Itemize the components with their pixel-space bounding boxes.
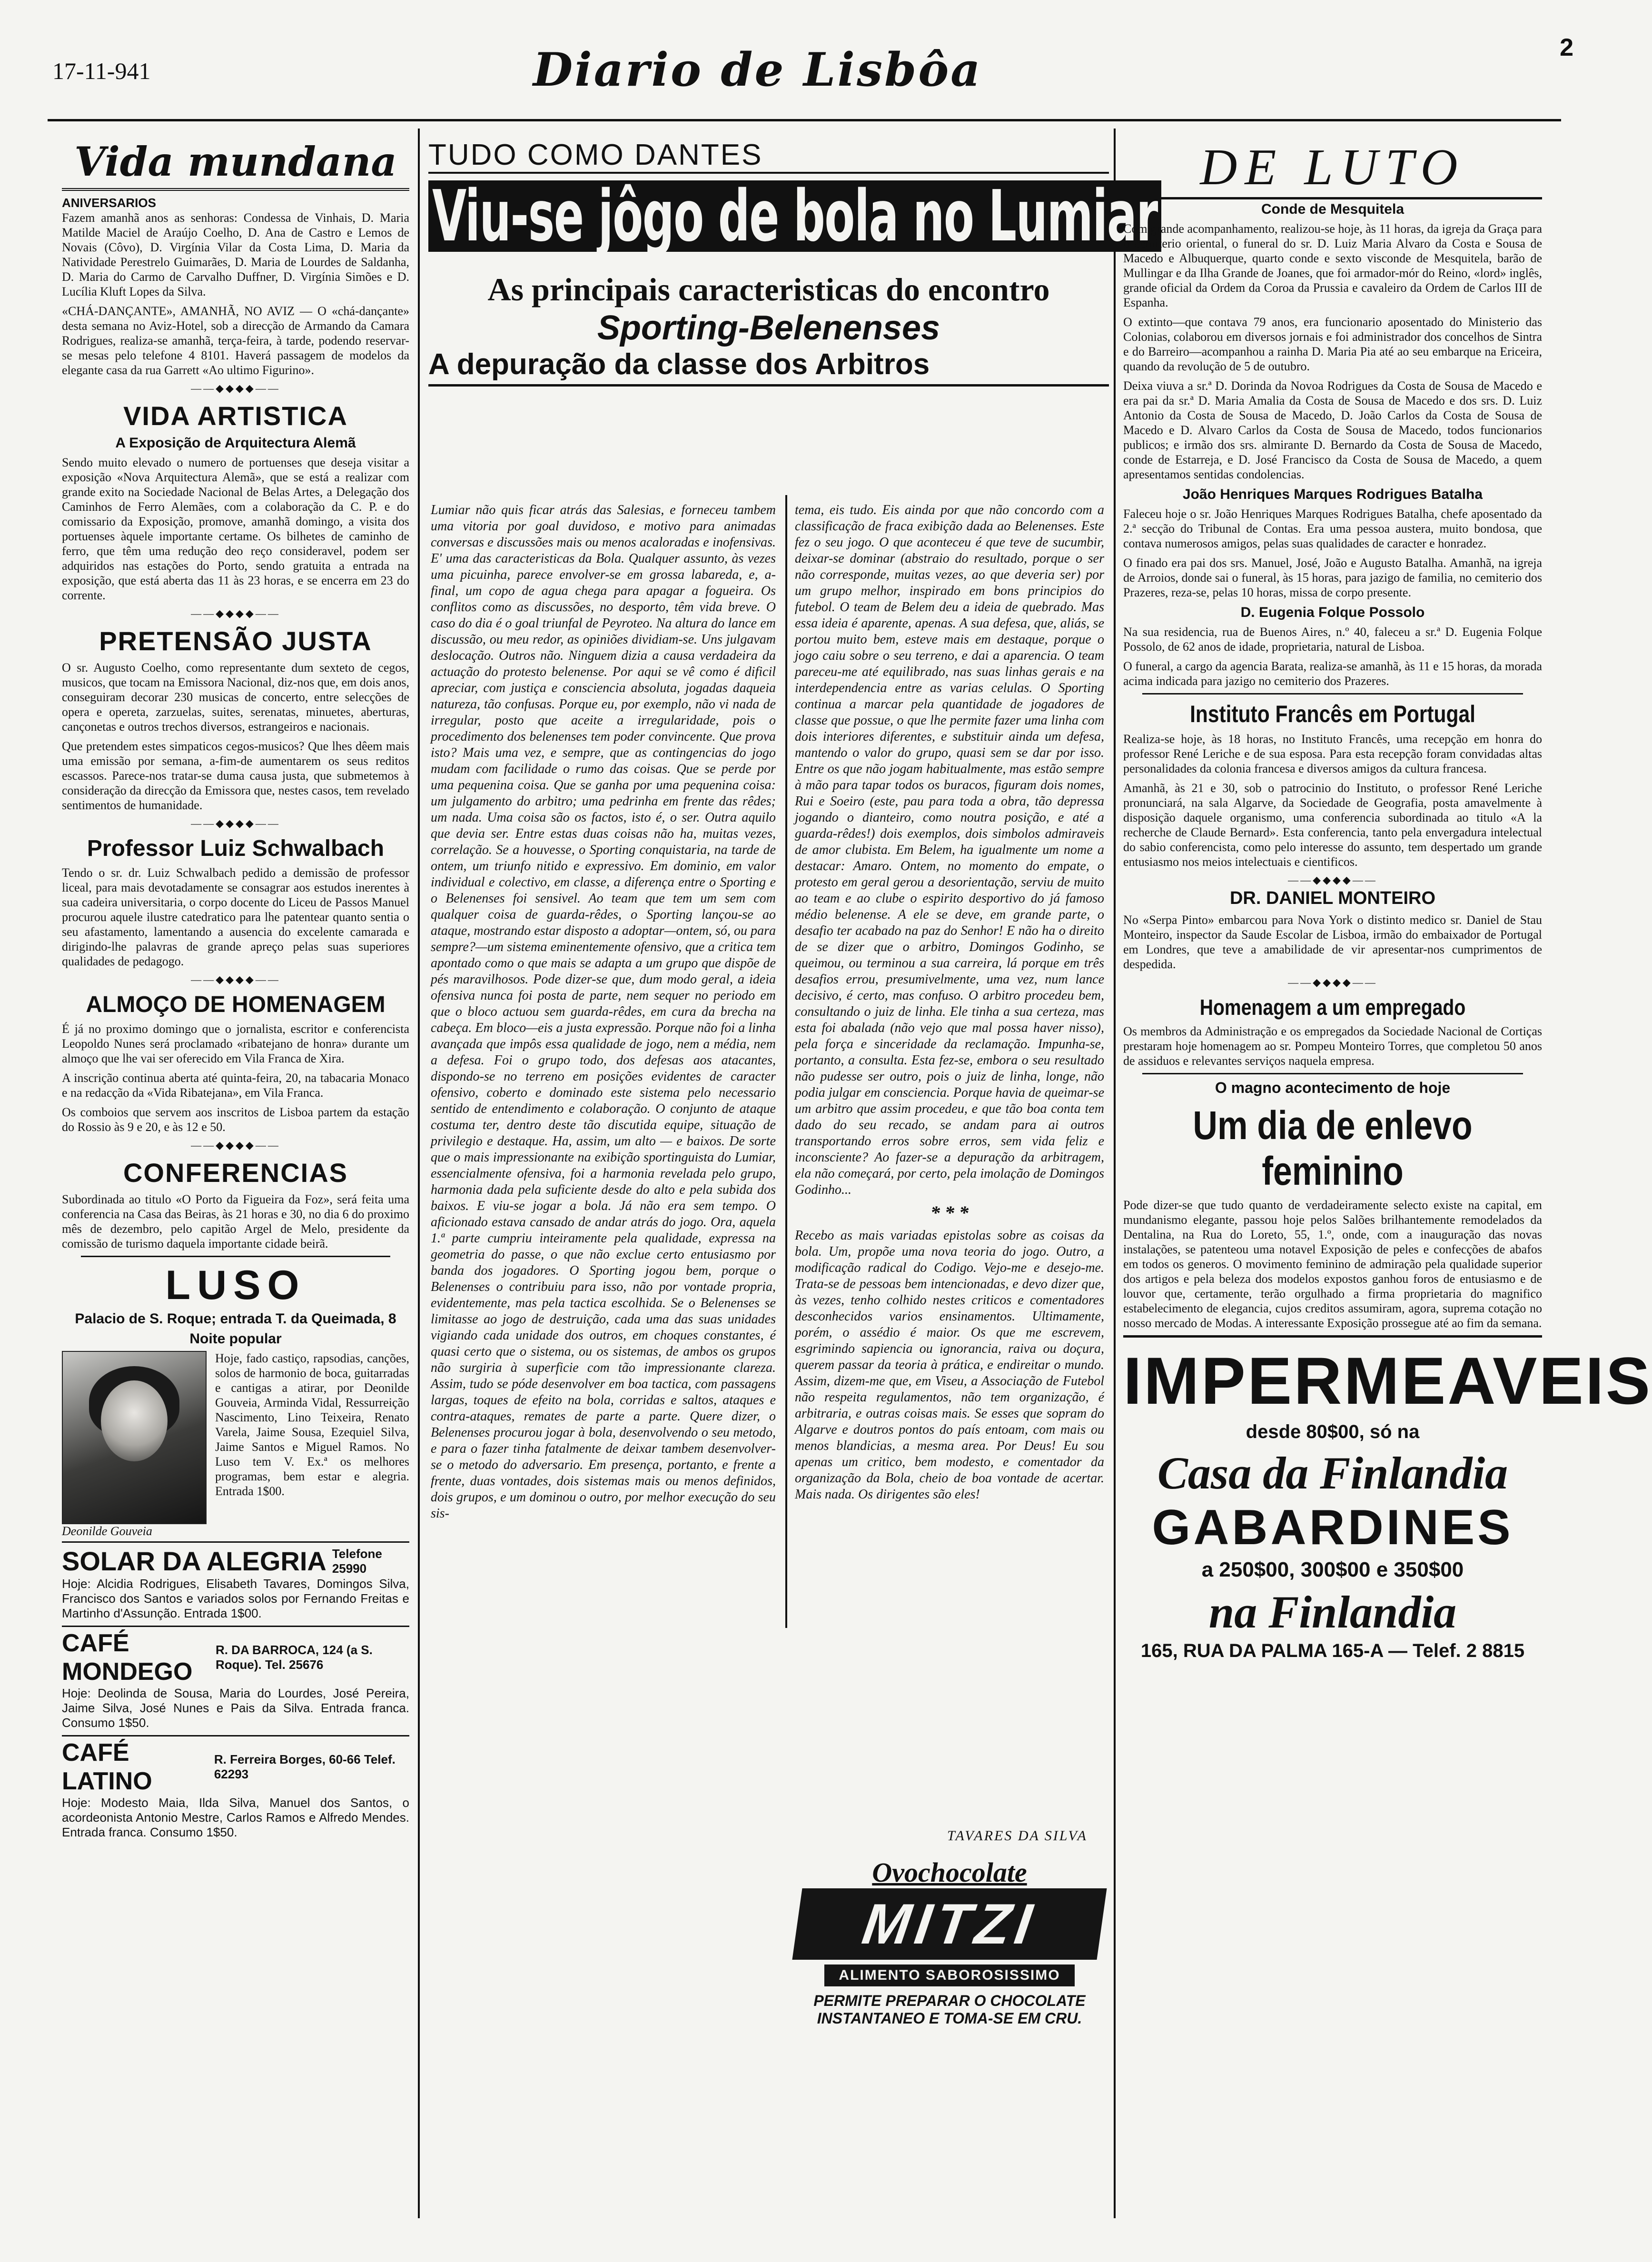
- kicker: TUDO COMO DANTES: [428, 138, 1109, 174]
- luto-heading-3: D. Eugenia Folque Possolo: [1240, 605, 1425, 620]
- pretensao-text-1: O sr. Augusto Coelho, como representante dum sexteto de cegos, musicos, que tocam na Emissora Nacional, diz-nos que, em dois anos, conseguiram decorar 230 musicas de concerto, entre selecções de opera e opereta, zarzuelas, suites, serenatas, minuetes, aberturas, cançonetas e outros trechos diversos, estrangeiros e nacionais.: [62, 661, 409, 734]
- article-column-1: [431, 502, 776, 2216]
- mitzi-brand-top: Ovochocolate: [872, 1857, 1027, 1888]
- latino-title: CAFÉ LATINO: [62, 1739, 152, 1795]
- almoco-text-3: Os comboios que servem aos inscritos de Lisboa partem da estação do Rossio às 9 e 20, e às 12 e 50.: [62, 1105, 409, 1134]
- deonilde-photo: [62, 1351, 207, 1524]
- right-column: [1123, 138, 1652, 2218]
- luto-text-3a: Na sua residencia, rua de Buenos Aires, n.º 40, faleceu a sr.ª D. Eugenia Folque Possolo, de 62 anos de idade, proprietaria, natural de Lisboa.: [1123, 625, 1542, 654]
- issue-date: 17-11-941: [52, 58, 151, 84]
- column-divider: [1114, 129, 1116, 2218]
- newspaper-title: Diario de Lisbôa: [533, 43, 982, 97]
- instituto-text-2: Amanhã, às 21 e 30, sob o patrocinio do Instituto, o professor René Leriche pronunciará, na sala Algarve, da Sociedade de Geografia, posta amavelmente à disposição daquele organismo, uma conferencia subordinada ao titulo «A la recherche de Claude Bernard». Esta conferencia, tanto pela envergadura intelectual do sabio conferencista, como pelo interesse do assunto, tem despertado um grande entusiasmo nos meios intelectuais e cientificos.: [1123, 781, 1542, 869]
- luto-text-1c: Deixa viuva a sr.ª D. Dorinda da Novoa Rodrigues da Costa de Sousa de Macedo e era pai da sr.ª D. Maria Amalia da Costa de Sousa de Macedo e dos srs. D. Luiz Antonio da Costa de Sousa de Macedo, D. João Carlos da Costa de Sousa de Macedo e D. Alvaro Carlos da Costa de Sousa de Macedo, todos funcionarios publicos; e irmão dos srs. almirante D. Bernardo da Costa de Sousa de Macedo, conde de Estarreja, e D. José Francisco da Costa de Sousa de Macedo, a quem apresentamos sentidas condolencias.: [1123, 379, 1542, 481]
- ornament-divider: ——◆◆◆◆——: [1288, 874, 1377, 886]
- headline-rule: [428, 384, 1109, 387]
- section-rule: [81, 1256, 390, 1257]
- impermeaveis-price: desde 80$00, só na: [1246, 1421, 1420, 1442]
- luso-address: Palacio de S. Roque; entrada T. da Queimada, 8: [75, 1311, 396, 1327]
- luto-heading-1: Conde de Mesquitela: [1261, 201, 1405, 217]
- vida-mundana-title: Vida mundana: [62, 138, 409, 191]
- ornament-divider: ——◆◆◆◆——: [191, 1139, 280, 1151]
- luso-title: LUSO: [165, 1262, 306, 1308]
- photo-caption: Deonilde Gouveia: [62, 1524, 152, 1538]
- gabardines-prices: a 250$00, 300$00 e 350$00: [1201, 1558, 1464, 1581]
- stars-separator: * * *: [930, 1202, 969, 1223]
- vida-artistica-text: Sendo muito elevado o numero de portuenses que deseja visitar a exposição «Nova Arquitectura Alemã», que se está a realizar com grande exito na Sociedade Nacional de Belas Artes, a Delegação dos Caminhos de Ferro Alemães, com a colaboração da C. P. e do comissario da Exposição, promove, amanhã domingo, a visita dos portuenses àquele importante certame. Os bilhetes de caminho de ferro, que têm uma redução deo reço consideravel, podem ser adquiridos nas estações do Porto, sendo gratuita a entrada na exposição, que está aberta das 11 às 23 horas, e se encerra em 23 do corrente.: [62, 456, 409, 602]
- enlevo-kicker: O magno acontecimento de hoje: [1215, 1079, 1451, 1096]
- aniversarios-text: Fazem amanhã anos as senhoras: Condessa de Vinhais, D. Maria Matilde Maciel de Araújo Coelho, D. Ana de Castro e Lemos de Novais (Côvo), D. Virgínia Vilar da Costa Lima, D. Maria da Natividade Perestrelo Guimarães, D. Maria de Lourdes de Saldanha, D. Maria do Carmo de Carvalho Duffner, D. Virgínia Simões e D. Lucília Kluft Lopes da Silva.: [62, 211, 409, 298]
- luso-noite: Noite popular: [189, 1331, 282, 1347]
- solar-text: Hoje: Alcidia Rodrigues, Elisabeth Tavares, Domingos Silva, Francisco dos Santos e variados solos por Fernando Freitas e Martinho d'Assunção. Entrada 1$00.: [62, 1577, 409, 1620]
- store-name-1: Casa da Finlandia: [1157, 1448, 1508, 1498]
- main-headline-block: [428, 138, 1157, 387]
- deck-2: Sporting-Belenenses: [597, 309, 940, 347]
- column-divider: [785, 495, 787, 1628]
- section-rule: [1142, 1073, 1523, 1074]
- mitzi-brand: MITZI: [858, 1892, 1041, 1956]
- luto-text-2b: O finado era pai dos srs. Manuel, José, João e Augusto Batalha. Amanhã, na igreja de Arroios, donde sai o funeral, às 15 horas, para jazigo de familia, no cemiterio dos Prazeres, reza-se, pelas 10 horas, missa de corpo presente.: [1123, 556, 1542, 599]
- left-column: [62, 138, 409, 2218]
- almoco-title: ALMOÇO DE HOMENAGEM: [86, 992, 386, 1017]
- solar-phone: Telefone 25990: [332, 1546, 382, 1576]
- article-text-col2: tema, eis tudo. Eis ainda por que não concordo com a classificação de fraca exibição dada ao Belenenses. Este fez o seu jogo. O que aconteceu é que teve de sucumbir, deixar-se dominar (abstraio do resultado, porque o ser não corresponde, muitas vezes, ao que deveria ser) por um grupo melhor, inspirado em bons principios do futebol. O team de Belem deu a ideia de quebrado. Mas essa ideia é aparente, apenas. A sua defesa, que, aliás, se portou muito bem, esteve mais em destaque, porque o jogo caiu sobre o seu terreno, e dai a aparencia. O team pareceu-me até equilibrado, nas suas linhas gerais e na interdependencia entre as varias celulas. O Sporting continua a marcar pela quantidade de jogadores de classe que possue, o que lhe permite fazer uma linha com dois interiores diferentes, e substituir ainda um defesa, mantendo o valor do grupo, quasi sem se dar por isso. Entre os que não jogam habitualmente, mas estão sempre à mão para tapar todos os buracos, figuram dois nomes, Rui e Soeiro (este, pau para toda a obra, tão depressa jogando o dianteiro, como noutra posição, e até a guarda-rêdes!) dois exemplos, dois simbolos admiraveis de amor clubista. Em Belem, ha igualmente um nome a destacar: Amaro. Ontem, no momento do empate, o protesto em geral gerou a desorientação, serviu de muito ao team e ao clube o espirito desportivo do já famoso médio belenense. A ele se deve, em grande parte, o desafio ter acabado na paz do Senhor! E não ha o direito de se dizer que o arbitro, Domingos Godinho, se queimou, ou terminou a sua carreira, lá porque em três desafios errou, presumivelmente, uma vez, num lance decisivo, é certo, mas confuso. O arbitro procedeu bem, consultando o juiz de linha. Ele tinha a sua certeza, mas esta foi abalada (não vejo que mal possa haver nisso), pela força e sinceridade da reclamação. Impunha-se, portanto, a consulta. Esta fez-se, embora o seu resultado não pudesse ser outro, pois o juiz de linha, longe, não podia julgar em consciencia. Porque havia de queimar-se um arbitro que assim procedeu, e que tão boa conta tem dado do seu recado, se andam para ai outros transportando erros sobre erros, sem vida feliz e inconsciente? Ao fazer-se a depuração da arbitragem, ela não começará, por certo, pela imolação de Domingos Godinho...: [795, 503, 1104, 1197]
- section-rule: [62, 1735, 409, 1736]
- instituto-text-1: Realiza-se hoje, às 18 horas, no Instituto Francês, uma recepção em honra do professor René Leriche e de sua esposa. Para esta recepção foram convidadas altas personalidades da colonia francesa e diversos amigos da cultura francesa.: [1123, 732, 1542, 775]
- de-luto-title: DE LUTO: [1123, 138, 1542, 199]
- page-number: 2: [1560, 34, 1573, 61]
- deck-3: A depuração da classe dos Arbitros: [428, 348, 930, 381]
- luto-text-1b: O extinto—que contava 79 anos, era funcionario aposentado do Ministerio das Colonias, colaborou em diversos jornais e foi administrador dos concelhos de Sintra e do Barreiro—acompanhou a rainha D. Maria Pia até ao seu embarque na Ericeira, quando da revolução de 5 de outubro.: [1123, 315, 1542, 373]
- enlevo-text: Pode dizer-se que tudo quanto de verdadeiramente selecto existe na capital, em mundanismo elegante, passou hoje pelos Salões brilhantemente remodelados da Dentalina, na Rua do Loreto, 55, 1.º, onde, com a inauguração das novas instalações, se patenteou uma notavel Exposição de peles e confecções de abafos em todos os generos. O movimento feminino de admiração pela qualidade superior dos artigos e pela beleza dos modelos expostos ganhou foros de entusiasmo e de louvor que, certamente, terão orgulhado a firma proprietaria do magnifico estabelecimento de elegancia, cujos creditos assumiram, agora, suprema cotação no nosso mercado de Modas. A interessante Exposição prossegue até ao fim da semana.: [1123, 1198, 1542, 1330]
- store-address: 165, RUA DA PALMA 165-A — Telef. 2 8815: [1140, 1640, 1525, 1661]
- store-name-2: na Finlandia: [1208, 1587, 1457, 1637]
- section-rule: [1142, 693, 1523, 694]
- latino-text: Hoje: Modesto Maia, Ilda Silva, Manuel dos Santos, o acordeonista Antonio Mestre, Carlos Ramos e Alfredo Mendes. Entrada franca. Consumo 1$50.: [62, 1796, 409, 1839]
- luto-text-3b: O funeral, a cargo da agencia Barata, realiza-se amanhã, às 11 e 15 horas, da morada acima indicada para jazigo no cemiterio dos Prazeres.: [1123, 659, 1542, 688]
- homenagem-text: Os membros da Administração e os empregados da Sociedade Nacional de Cortiças prestaram hoje homenagem ao sr. Pompeu Monteiro Torres, que completou 50 anos de assiduos e relevantes serviços naquela empresa.: [1123, 1024, 1542, 1068]
- vida-artistica-title: VIDA ARTISTICA: [123, 401, 348, 431]
- gabardines-title: GABARDINES: [1152, 1500, 1514, 1555]
- article-column-2: [795, 502, 1104, 1616]
- section-rule: [62, 1626, 409, 1627]
- ornament-divider: ——◆◆◆◆——: [191, 973, 280, 985]
- conferencias-title: CONFERENCIAS: [123, 1158, 348, 1188]
- solar-title: SOLAR DA ALEGRIA: [62, 1546, 326, 1576]
- luto-text-1a: Com grande acompanhamento, realizou-se hoje, às 11 horas, da igreja da Graça para o cemiterio oriental, o funeral do sr. D. Luiz Maria Alvaro da Costa e Sousa de Macedo e Albuquerque, quarto conde e sexto visconde de Mesquitela, barão de Mullingar e da Ilha Grande de Joanes, que foi armador-mór do Reino, «lord» inglês, grande oficial da Ordem da Coroa da Prussia e cavaleiro da Ordem de Carlos III de Espanha.: [1123, 222, 1542, 309]
- schwalbach-text: Tendo o sr. dr. Luiz Schwalbach pedido a demissão de professor liceal, para mais devotadamente se consagrar aos estudos inerentes à sua cadeira universitaria, o corpo docente do Liceu de Passos Manuel procurou aquele ilustre catedratico para lhe patentear quanto sentia o seu afastamento, lamentando a ausencia do excelente camarada e dirigindo-lhe palavras de grande apreço pelas suas superiores qualidades de pedagogo.: [62, 866, 409, 968]
- monteiro-text: No «Serpa Pinto» embarcou para Nova York o distinto medico sr. Daniel de Stau Monteiro, inspector da Saude Escolar de Lisboa, irmão do embaixador de Portugal em Londres, que teve a amabilidade de vir apresentar-nos cumprimentos de despedida.: [1123, 913, 1542, 971]
- almoco-text-1: É já no proximo domingo que o jornalista, escritor e conferencista Leopoldo Nunes será proclamado «ribatejano de honra» durante um almoço que lhe vai ser oferecido em Vila Franca de Xira.: [62, 1022, 409, 1065]
- mitzi-line-1: PERMITE PREPARAR O CHOCOLATE: [813, 1992, 1086, 2009]
- mitzi-tagline: ALIMENTO SABOROSISSIMO: [824, 1964, 1074, 1986]
- luto-heading-2: João Henriques Marques Rodrigues Batalha: [1182, 486, 1483, 502]
- deck-1: As principais caracteristicas do encontro: [487, 271, 1050, 308]
- article-text-col2b: Recebo as mais variadas epistolas sobre as coisas da bola. Um, propõe uma nova teoria do jogo. Outro, a modificação radical do Codigo. Vejo-me e desejo-me. Trata-se de pessoas bem intencionadas, e devo dizer que, às vezes, tenho colhido nestes criticos e comentadores desconhecidos varios ensinamentos. Ultimamente, porém, o assédio é maior. Os que me escrevem, esgrimindo sapiencia ou ignorancia, raiva ou doçura, querem passar da teoria à prática, e endireitar o mundo. Assim, dizem-me que, em Viseu, a Associação de Futebol não respeita regulamentos, não tem organização, é arbitraria, e outras coisas mais. Se esses que sopram do Algarve e doutros pontos do país entoam, com mais ou menos blandicias, a mesma area. Por Deus! Eu sou apenas um critico, bem modesto, e comentador da organização da Bola, cheio de boa vontade de acertar. Mais nada. Os dirigentes são eles!: [795, 1228, 1104, 1502]
- luso-text: Hoje, fado castiço, rapsodias, canções, solos de harmonio de boca, guitarradas e cantigas a atirar, por Deonilde Gouveia, Arminda Vidal, Ressurreição Nascimento, Lino Teixeira, Renato Varela, Jaime Sousa, Ezequiel Silva, Jaime Santos e Miguel Ramos. No Luso tem V. Ex.ª os melhores programas, bem estar e alegria. Entrada 1$00.: [215, 1351, 409, 1498]
- mitzi-ad: [790, 1856, 1109, 2080]
- column-divider: [418, 129, 420, 2218]
- mondego-address: R. DA BARROCA, 124 (a S. Roque). Tel. 25676: [215, 1643, 373, 1672]
- mondego-text: Hoje: Deolinda de Sousa, Maria do Lourdes, José Pereira, Jaime Silva, José Nunes e Pais da Silva. Entrada franca. Consumo 1$50.: [62, 1686, 409, 1730]
- pretensao-title: PRETENSÃO JUSTA: [99, 626, 372, 656]
- ornament-divider: ——◆◆◆◆——: [191, 817, 280, 829]
- aniversarios-label: ANIVERSARIOS: [62, 196, 156, 210]
- section-rule: [62, 1541, 409, 1543]
- homenagem-title: Homenagem a um empregado: [1199, 995, 1466, 1020]
- masthead-rule: [48, 119, 1561, 121]
- instituto-title: Instituto Francês em Portugal: [1190, 701, 1475, 727]
- signature-visible: TAVARES DA SILVA: [947, 1828, 1088, 1844]
- ornament-divider: ——◆◆◆◆——: [1288, 976, 1377, 988]
- conferencias-text: Subordinada ao titulo «O Porto da Figueira da Foz», será feita uma conferencia na Casa das Beiras, às 21 horas e 30, no dia 6 do proximo mês de dezembro, pelo capitão Argel de Melo, presidente da comissão de turismo daquela importante cidade beirã.: [62, 1192, 409, 1250]
- main-headline: Viu-se jôgo de bola no Lumiar: [428, 180, 1161, 252]
- almoco-text-2: A inscrição continua aberta até quinta-feira, 20, na tabacaria Monaco e na redacção da «Vida Ribatejana», em Vila Franca.: [62, 1071, 409, 1100]
- article-text-col1: Lumiar não quis ficar atrás das Salesias, e forneceu tambem uma vitoria por goal duvidoso, e motivo para animadas conversas e discussões mais ou menos acaloradas e inofensivas. E' uma das caracteristicas da Bola. Qualquer assunto, às vezes uma picuinha, parece envolver-se em grossa labareda, e, a-final, um copo de agua chega para apagar a fogueira. Os conflitos como as discussões, no desporto, têm vida breve. O caso do dia é o goal triunfal de Peyroteo. Na altura do lance em discussão, ou meu redor, as opiniões dividiam-se. Uns julgavam deslocação. Outros não. Ninguem dizia a causa verdadeira da actuação do protesto belenense. Por aqui se vê como é dificil apreciar, com justiça e consciencia absoluta, jogadas daqueia natureza, tão confusas. Porque eu, por exemplo, não vi nada de irregular, posto que aceite a irregularidade, pois o procedimento dos belenenses tem poder convincente. Que prova isto? Mais uma vez, e sempre, que as contingencias do jogo mudam com facilidade o rumo das coisas. Que se perde por uma pequenina coisa. Que se ganha por uma pequenina coisa: um julgamento do arbitro; uma pedrinha em frente das rêdes; um nada. Uma coisa são os factos, isto é, o ser. Outra aquilo que devia ser. Entre estas duas coisas não ha, muitas vezes, correlação. Se a houvesse, o Sporting conquistaria, na tarde de ontem, um triunfo nitido e expressivo. Em dominio, em valor individual e colectivo, em classe, a diferença entre o Sporting e o Belenenses foi sensivel. Ao team que tem um sem com qualquer coisa de guarda-rêdes, o Sporting lançou-se ao ataque, mostrando estar disposto a adoptar—ontem, só, ou para sempre?—um sistema eminentemente ofensivo, que a critica tem apontado como o que mais se adapta a um grupo que dispõe de pés maravilhosos. Pode dizer-se que, dum modo geral, a ideia ofensiva nunca foi posta de parte, nem sequer no periodo em que o bloco actuou sem guarda-rêdes, em cura da brecha na cabeça. Em bloco—eis a justa expressão. Porque não foi a linha avançada que impôs essa qualidade de jogo, nem a média, nem a defesa. Foi o grupo todo, dos defesas aos atacantes, dispondo-se no terreno em posições evidentes de caracter ofensivo, coberto e dominado este sistema pelo necessario sentido de entendimento e colaboração. O conjunto de ataque costuma ter, dentro deste tão discutida equipe, situação de privilegio e destaque. Ha, assim, um alto — e baixos. De sorte que o mais impressionante na exibição sportinguista do Lumiar, essencialmente ofensiva, foi a harmonia revelada pelo grupo, harmonia dada pela suficiente desde do alto e pela subida dos baixos. E viu-se jogar a bola. Já não era sem tempo. O aficionado estava cansado de andar atrás do jogo. Ora, aquela 1.ª parte cumpriu inteiramente pela qualidade, expressa na geometria do passe, o que não exclue certo entusiasmo por banda dos jogadores. O Sporting jogou bem, porque o Belenenses o contribuiu para isso, não por vontade propria, evidentemente, mas pela tactica escolhida. Se o Belenenses se limitasse ao jogo de destruição, cada uma das suas unidades vigiando cada unidade dos outros, em choques constantes, é quasi certo que o sistema, ou os sistemas, de ambos os grupos não surgiria à superficie com tão impressionante clareza. Assim, tudo se póde desenvolver em boa tactica, com passagens largas, toques de efeito na bola, corridas e saltos, ataques e contra-ataques, remates de parte a parte. Quere dizer, o Belenenses procurou jogar à bola, desenvolvendo o seu metodo, e para o fazer tinha fatalmente de deixar tambem desenvolver-se o metodo do adversario. Em presença, portanto, e frente a frente, duas vontades, dois sistemas mais ou menos definidos, dois grupos, e um dominou o outro, por melhor execução do seu sis-: [431, 503, 776, 1521]
- impermeaveis-title: IMPERMEAVEIS: [1123, 1343, 1652, 1418]
- mondego-title: CAFÉ MONDEGO: [62, 1629, 193, 1686]
- luto-text-2a: Faleceu hoje o sr. João Henriques Marques Rodrigues Batalha, chefe aposentado da 2.ª secção do Tribunal de Contas. Era uma pessoa austera, muito bondosa, que contava numerosos amigos, pelas suas qualidades de caracter e honradez.: [1123, 507, 1542, 550]
- section-rule: [1123, 1335, 1542, 1338]
- mitzi-line-2: INSTANTANEO E TOMA-SE EM CRU.: [817, 2010, 1082, 2027]
- pretensao-text-2: Que pretendem estes simpaticos cegos-musicos? Que lhes dêem mais uma emissão por semana, a-fim-de aumentarem os seus reditos escassos. Parece-nos tratar-se duma causa justa, que submetemos à consideração da direcção da Emissora que, nestes casos, tem revelado sentimentos de humanidade.: [62, 739, 409, 812]
- monteiro-title: DR. DANIEL MONTEIRO: [1229, 888, 1436, 908]
- enlevo-title: Um dia de enlevo feminino: [1193, 1103, 1473, 1193]
- schwalbach-title: Professor Luiz Schwalbach: [87, 836, 385, 861]
- ornament-divider: ——◆◆◆◆——: [191, 382, 280, 394]
- cha-dancante-text: «CHÁ-DANÇANTE», AMANHÃ, NO AVIZ — O «chá-dançante» desta semana no Aviz-Hotel, sob a direcção de Armando da Camara Rodrigues, realiza-se amanhã, terça-feira, à tarde, podendo reservar-se mesas pelo telefone 4 8101. Haverá passagem de modelos da elegante casa da rua Garrett «Ao ultimo Figurino».: [62, 304, 409, 377]
- ornament-divider: ——◆◆◆◆——: [191, 607, 280, 619]
- latino-address: R. Ferreira Borges, 60-66 Telef. 62293: [214, 1752, 396, 1781]
- vida-artistica-subtitle: A Exposição de Arquitectura Alemã: [115, 435, 356, 451]
